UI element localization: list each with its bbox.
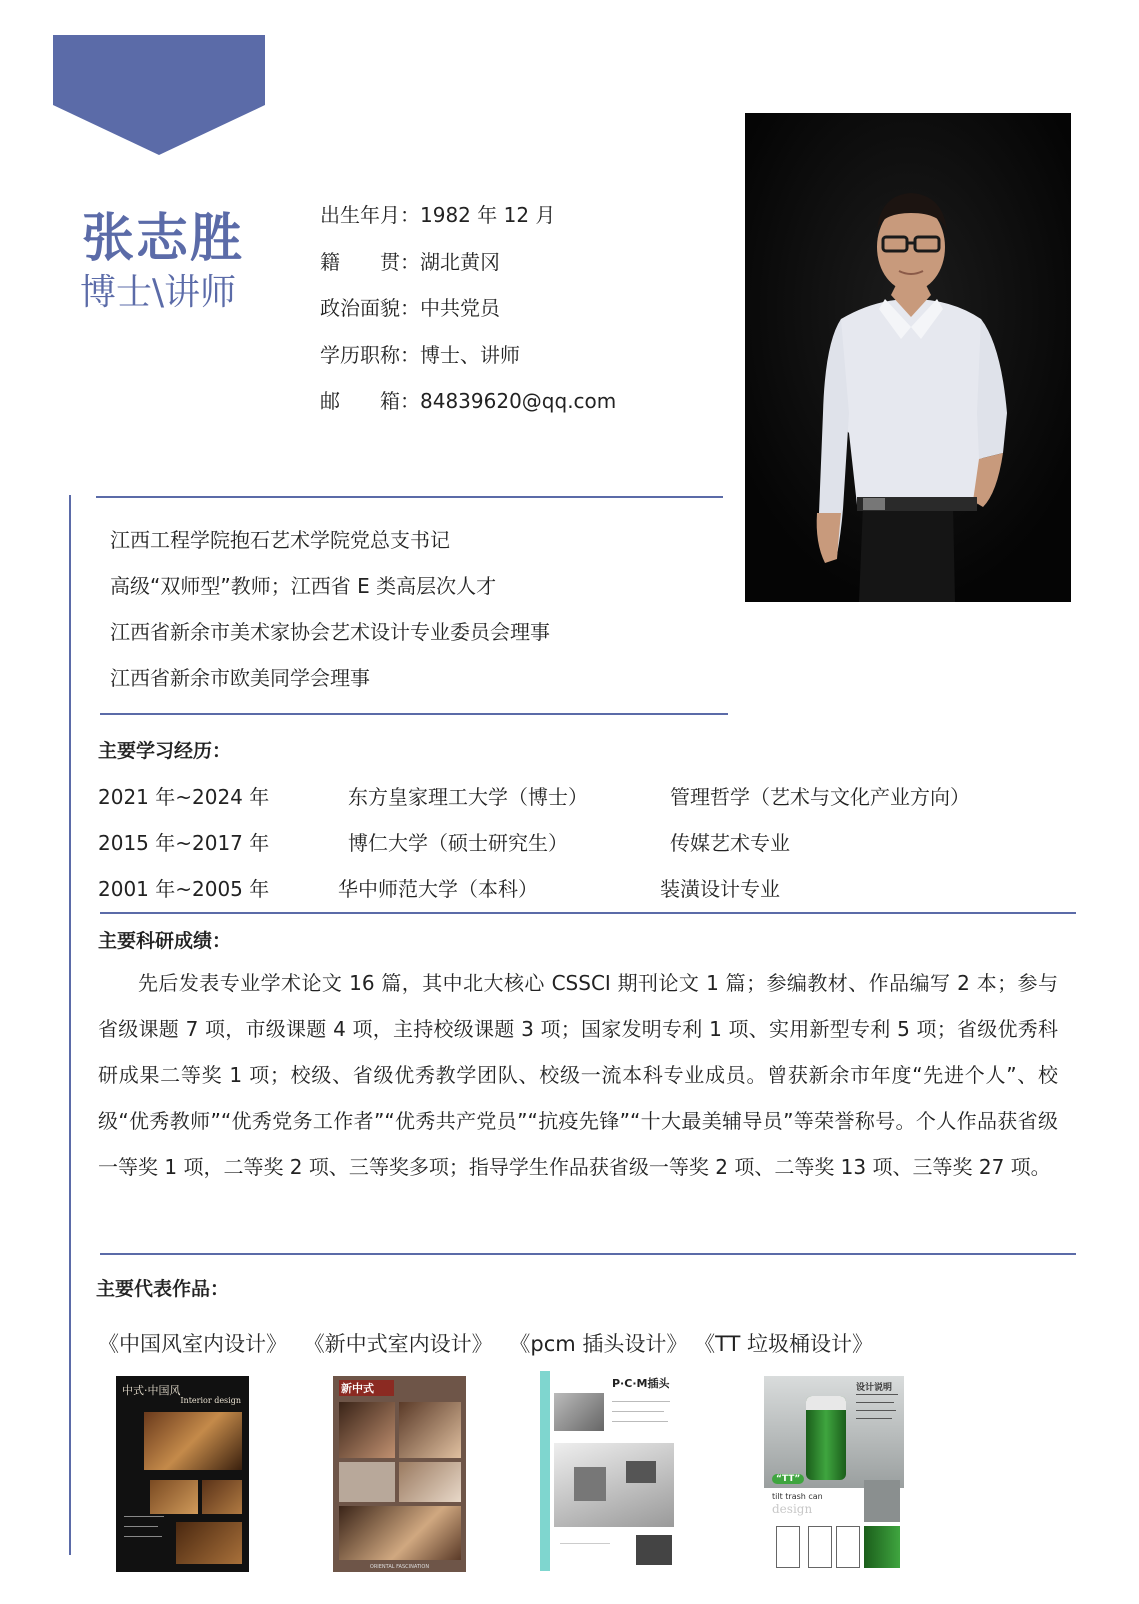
- work-thumbnail-new-chinese-interior: 新中式 ORIENTAL FASCINATION: [333, 1376, 466, 1572]
- work-title: 《新中式室内设计》: [303, 1332, 493, 1356]
- info-political: 政治面貌：中共党员: [320, 296, 500, 320]
- work-title: 《pcm 插头设计》: [509, 1332, 688, 1356]
- edu-major: 装潢设计专业: [660, 877, 780, 901]
- personal-info: [320, 192, 616, 425]
- portrait-photo: [745, 113, 1071, 602]
- work-thumbnail-tt-trash-can: 设计说明 “TT” tilt trash can design: [764, 1376, 904, 1572]
- research-heading: 主要科研成绩：: [98, 930, 232, 952]
- edu-school: 东方皇家理工大学（博士）: [348, 785, 588, 809]
- divider-education-bottom: [100, 912, 1076, 914]
- edu-school: 博仁大学（硕士研究生）: [348, 831, 568, 855]
- list-item: 高级“双师型”教师；江西省 E 类高层次人才: [110, 574, 497, 598]
- roles-list: [110, 517, 550, 701]
- edu-major: 传媒艺术专业: [670, 831, 790, 855]
- edu-period: 2015 年~2017 年: [98, 831, 270, 855]
- edu-school: 华中师范大学（本科）: [338, 877, 538, 901]
- works-titles: [98, 1328, 873, 1358]
- research-paragraph: 先后发表专业学术论文 16 篇，其中北大核心 CSSCI 期刊论文 1 篇；参编教材、作品编写 2 本；参与省级课题 7 项，市级课题 4 项，主持校级课题 3 项；国家发明专利 1 项、实用新型专利 5 项；省级优秀科研成果二等奖 1 项；校级、省级优秀教学团队、校级一流本科专业成员。曾获新余市年度“先进个人”、校级“优秀教师”“优秀党务工作者”“优秀共产党员”“抗疫先锋”“十大最美辅导员”等荣誉称号。个人作品获省级一等奖 1 项，二等奖 2 项、三等奖多项；指导学生作品获省级一等奖 2 项、二等奖 13 项、三等奖 27 项。: [98, 971, 1058, 1179]
- divider-roles-top: [96, 496, 723, 498]
- info-hometown: 籍 贯：湖北黄冈: [320, 249, 500, 274]
- person-silhouette-icon: [745, 113, 1071, 602]
- person-title: 博士\讲师: [80, 272, 237, 313]
- education-heading: 主要学习经历：: [98, 740, 232, 762]
- works-heading: 主要代表作品：: [96, 1278, 230, 1300]
- edu-period: 2001 年~2005 年: [98, 877, 270, 901]
- left-vertical-rule: [69, 495, 71, 1555]
- divider-research-bottom: [100, 1253, 1076, 1255]
- header-banner: [53, 35, 265, 155]
- info-birth: 出生年月：1982 年 12 月: [320, 203, 556, 227]
- list-item: 江西工程学院抱石艺术学院党总支书记: [110, 528, 450, 552]
- person-name: 张志胜: [82, 209, 245, 269]
- info-email: 邮 箱：84839620@qq.com: [320, 389, 617, 413]
- edu-major: 管理哲学（艺术与文化产业方向）: [670, 785, 970, 809]
- info-degree: 学历职称：博士、讲师: [320, 342, 520, 367]
- work-title: 《TT 垃圾桶设计》: [694, 1332, 874, 1356]
- work-thumbnail-chinese-interior: 中式·中国风 Interior design: [116, 1376, 249, 1572]
- work-thumbnail-pcm-plug: P·C·M插头: [540, 1371, 680, 1571]
- edu-period: 2021 年~2024 年: [98, 785, 270, 809]
- list-item: 江西省新余市欧美同学会理事: [110, 666, 370, 690]
- divider-roles-bottom: [100, 713, 728, 715]
- work-title: 《中国风室内设计》: [98, 1332, 287, 1356]
- list-item: 江西省新余市美术家协会艺术设计专业委员会理事: [110, 620, 550, 644]
